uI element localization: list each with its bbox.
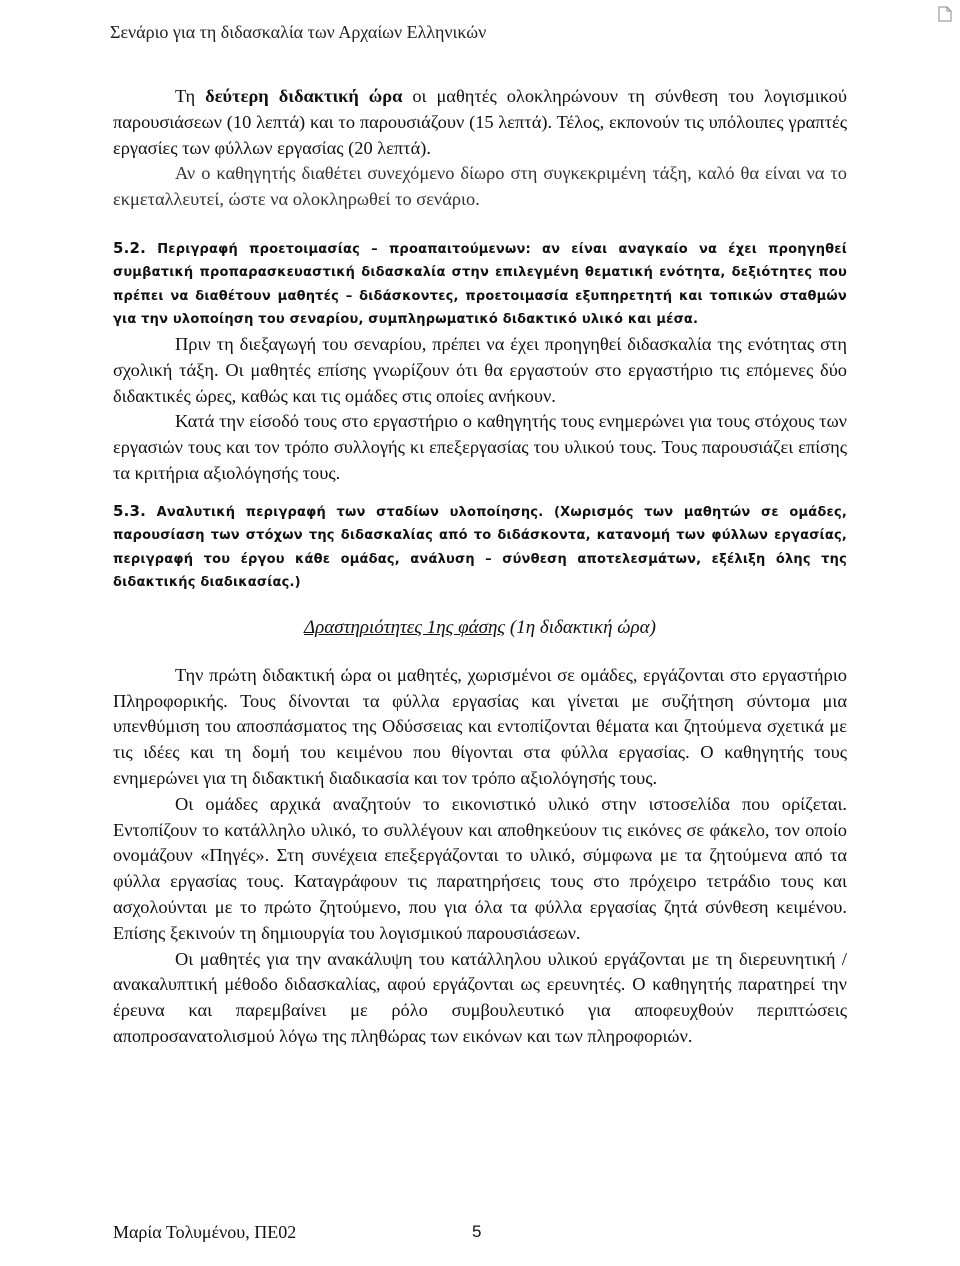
document-body (113, 84, 847, 1050)
activities-heading (113, 615, 847, 641)
section-5-2-paragraph-1: Πριν τη διεξαγωγή του σεναρίου, πρέπει να έχει προηγηθεί διδασκαλία της ενότητας στη σχολική τάξη. Οι μαθητές επίσης γνωρίζουν ότι θα εργαστούν στο εργαστήριο τις επόμενες δύο διδακτικές ώρες, καθώς και τις ομάδες στις οποίες ανήκουν. (113, 333, 847, 406)
section-5-2-heading (113, 237, 847, 332)
page-corner-icon (938, 6, 952, 22)
page-header: Σενάριο για τη διδασκαλία των Αρχαίων Ελληνικών (110, 22, 487, 42)
intro-text-rest: οι μαθητές ολοκληρώνουν τη σύνθεση του λογισμικού παρουσιάσεων (10 λεπτά) και το παρουσιάζουν (15 λεπτά). Τέλος, εκπονούν τις υπόλοιπες γραπτές εργασίες των φύλλων εργασίας (20 λεπτά). (113, 86, 847, 158)
section-5-3-number: 5.3. (113, 501, 147, 520)
intro-paragraph-2: Αν ο καθηγητής διαθέτει συνεχόμενο δίωρο στη συγκεκριμένη τάξη, καλό θα είναι να το εκμεταλλευτεί, ώστε να ολοκληρωθεί το σενάριο. (113, 163, 847, 210)
activities-heading-sub: (1η διδακτική ώρα) (505, 616, 656, 638)
section-5-3-heading (113, 500, 847, 595)
section-5-2-paragraph-2: Κατά την είσοδό τους στο εργαστήριο ο καθηγητής τους ενημερώνει για τους στόχους των εργασιών τους και τον τρόπο συλλογής κι επεξεργασίας του υλικού τους. Τους παρουσιάζει επίσης τα κριτήρια αξιολόγησής τους. (113, 411, 847, 483)
intro-text-start: Τη (175, 86, 206, 106)
section-5-2-text: αν είναι αναγκαίο να έχει προηγηθεί συμβατική προπαρασκευαστική διδασκαλία στην επιλεγμένη θεματική ενότητα, δεξιότητες που πρέπει να διαθέτουν μαθητές – διδάσκοντες, προετοιμασία εξυπηρετητή και τοπικών σταθμών για την υλοποίηση του σεναρίου, συμπληρωματικό διδακτικό υλικό και μέσα (113, 241, 847, 328)
section-5-2-period: . (693, 312, 699, 328)
section-5-3-title: Αναλυτική περιγραφή των σταδίων υλοποίησης. (156, 504, 544, 520)
activities-paragraph-1: Την πρώτη διδακτική ώρα οι μαθητές, χωρισμένοι σε ομάδες, εργάζονται στο εργαστήριο Πληροφορικής. Τους δίνονται τα φύλλα εργασίας και γίνεται με συζήτηση σύντομα μια υπενθύμιση του αποσπάσματος της Οδύσσειας και εντοπίζονται θέματα και ζητούμενα σχετικά με τις ιδέες και τη δομή του κειμένου που θίγονται στα φύλλα εργασίας. Ο καθηγητής τους ενημερώνει για τη διδακτική διαδικασία και τον τρόπο αξιολόγησής τους. (113, 664, 847, 788)
footer-author: Μαρία Τολυμένου, ΠΕ02 (113, 1222, 297, 1242)
page-number: 5 (472, 1222, 482, 1241)
activities-paragraph-2: Οι ομάδες αρχικά αναζητούν το εικονιστικό υλικό στην ιστοσελίδα που ορίζεται. Εντοπίζουν το κατάλληλο υλικό, το συλλέγουν και αποθηκεύουν τις εικόνες σε φάκελο, τον οποίο ονομάζουν «Πηγές». Στη συνέχεια επεξεργάζονται το υλικό, σύμφωνα με τα ζητούμενα από τα φύλλα εργασίας τους. Καταγράφουν τις παρατηρήσεις τους στο πρόχειρο τετράδιο τους και ασχολούνται με το πρώτο ζητούμενο, που για όλα τα φύλλα εργασίας ζητά σύνθεση κειμένου. Επίσης ξεκινούν τη δημιουργία του λογισμικού παρουσιάσεων. (113, 793, 847, 943)
intro-paragraph-1 (113, 84, 847, 161)
section-5-2-title: Περιγραφή προετοιμασίας – προαπαιτούμενων: (157, 241, 531, 257)
section-5-2-number: 5.2. (113, 238, 147, 257)
section-5-3-text: (Χωρισμός των μαθητών σε ομάδες, παρουσίαση των στόχων της διδασκαλίας από το διδάσκοντα, κατανομή των φύλλων εργασίας, περιγραφή του έργου κάθε ομάδας, ανάλυση – σύνθεση αποτελεσμάτων, εξέλιξη όλης της διδακτικής διαδικασίας.) (113, 504, 848, 591)
intro-bold-phrase: δεύτερη διδακτική ώρα (205, 86, 403, 106)
activities-heading-title: Δραστηριότητες 1ης φάσης (304, 616, 506, 638)
activities-paragraph-3: Οι μαθητές για την ανακάλυψη του κατάλληλου υλικού εργάζονται με τη διερευνητική / ανακαλυπτική μέθοδο διδασκαλίας, αφού εργάζονται ως ερευνητές. Ο καθηγητής παρατηρεί την έρευνα και παρεμβαίνει με ρόλο συμβουλευτικό για αποφευχθούν περιπτώσεις αποπροσανατολισμού λόγω της πληθώρας των εικόνων και των πληροφοριών. (113, 948, 847, 1046)
